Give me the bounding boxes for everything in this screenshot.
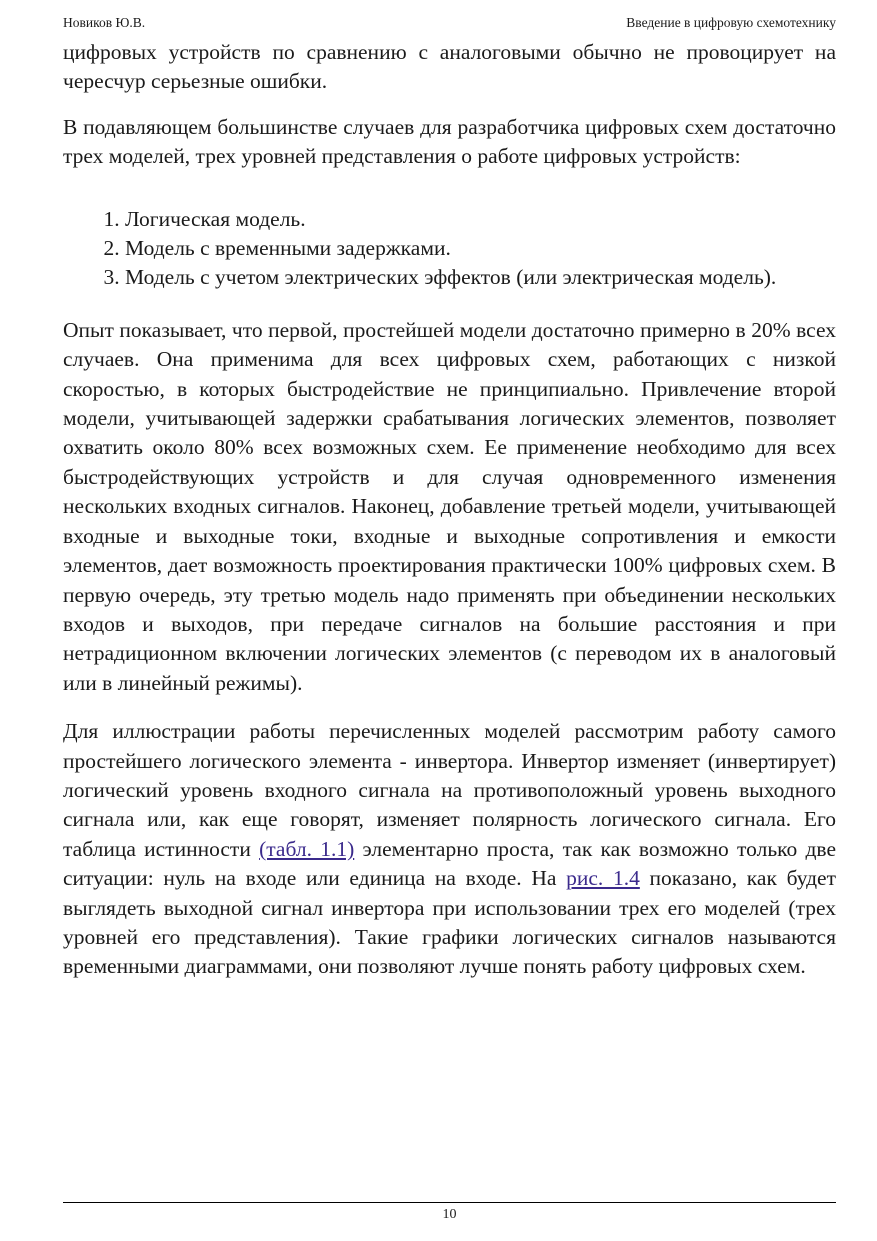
list-item: 1. Логическая модель. [125, 205, 836, 234]
page-number: 10 [442, 1207, 457, 1222]
table-1-1-link[interactable]: (табл. 1.1) [259, 836, 355, 861]
models-list [63, 205, 836, 293]
document-page [63, 14, 836, 982]
paragraph-illustration [63, 717, 836, 982]
paragraph-experience: Опыт показывает, что первой, простейшей модели достаточно примерно в 20% всех случаев. Она применима для всех цифровых схем, работающих с низкой скоростью, в которых быстродействие не принципиально. Привлечение второй модели, учитывающей задержки срабатывания логических элементов, позволяет охватить около 80% всех возможных схем. Ее применение необходимо для всех быстродействующих устройств и для случая одновременного изменения нескольких входных сигналов. Наконец, добавление третьей модели, учитывающей входные и выходные токи, входные и выходные сопротивления и емкости элементов, дает возможность проектирования практически 100% цифровых схем. В первую очередь, эту третью модель надо применять при объединении нескольких входов и выходов, при передаче сигналов на большие расстояния и при нетрадиционном включении логических элементов (с переводом их в аналоговый или в линейный режимы). [63, 317, 836, 695]
running-header [63, 14, 836, 36]
document-body [63, 38, 836, 982]
list-item: 2. Модель с временными задержками. [125, 234, 836, 263]
header-author: Новиков Ю.В. [63, 15, 146, 30]
paragraph-text: показано, как будет выглядеть выходной сигнал инвертора при использовании трех его моделей (трех уровней его представления). Такие графики логических сигналов называются временными диаграммами, они позволяют лучше понять работу цифровых схем. [63, 866, 836, 979]
page-footer [63, 1202, 836, 1223]
header-book-title: Введение в цифровую схемотехнику [626, 15, 836, 30]
list-item: 3. Модель с учетом электрических эффектов (или электрическая модель). [125, 263, 836, 292]
paragraph-models-intro: В подавляющем большинстве случаев для разработчика цифровых схем достаточно трех моделей, трех уровней представления о работе цифровых устройств: [63, 114, 836, 169]
paragraph-text: элементарно проста, так как возможно только две ситуации: нуль на входе или единица на входе. На [63, 836, 836, 891]
figure-1-4-link[interactable]: рис. 1.4 [566, 866, 640, 891]
paragraph-continuation: цифровых устройств по сравнению с аналоговыми обычно не провоцирует на чересчур серьезные ошибки. [63, 40, 836, 94]
paragraph-text: Для иллюстрации работы перечисленных моделей рассмотрим работу самого простейшего логического элемента - инвертора. Инвертор изменяет (инвертирует) логический уровень входного сигнала на противоположный уровень выходного сигнала или, как еще говорят, изменяет полярность логического сигнала. Его таблица истинности [63, 719, 836, 861]
